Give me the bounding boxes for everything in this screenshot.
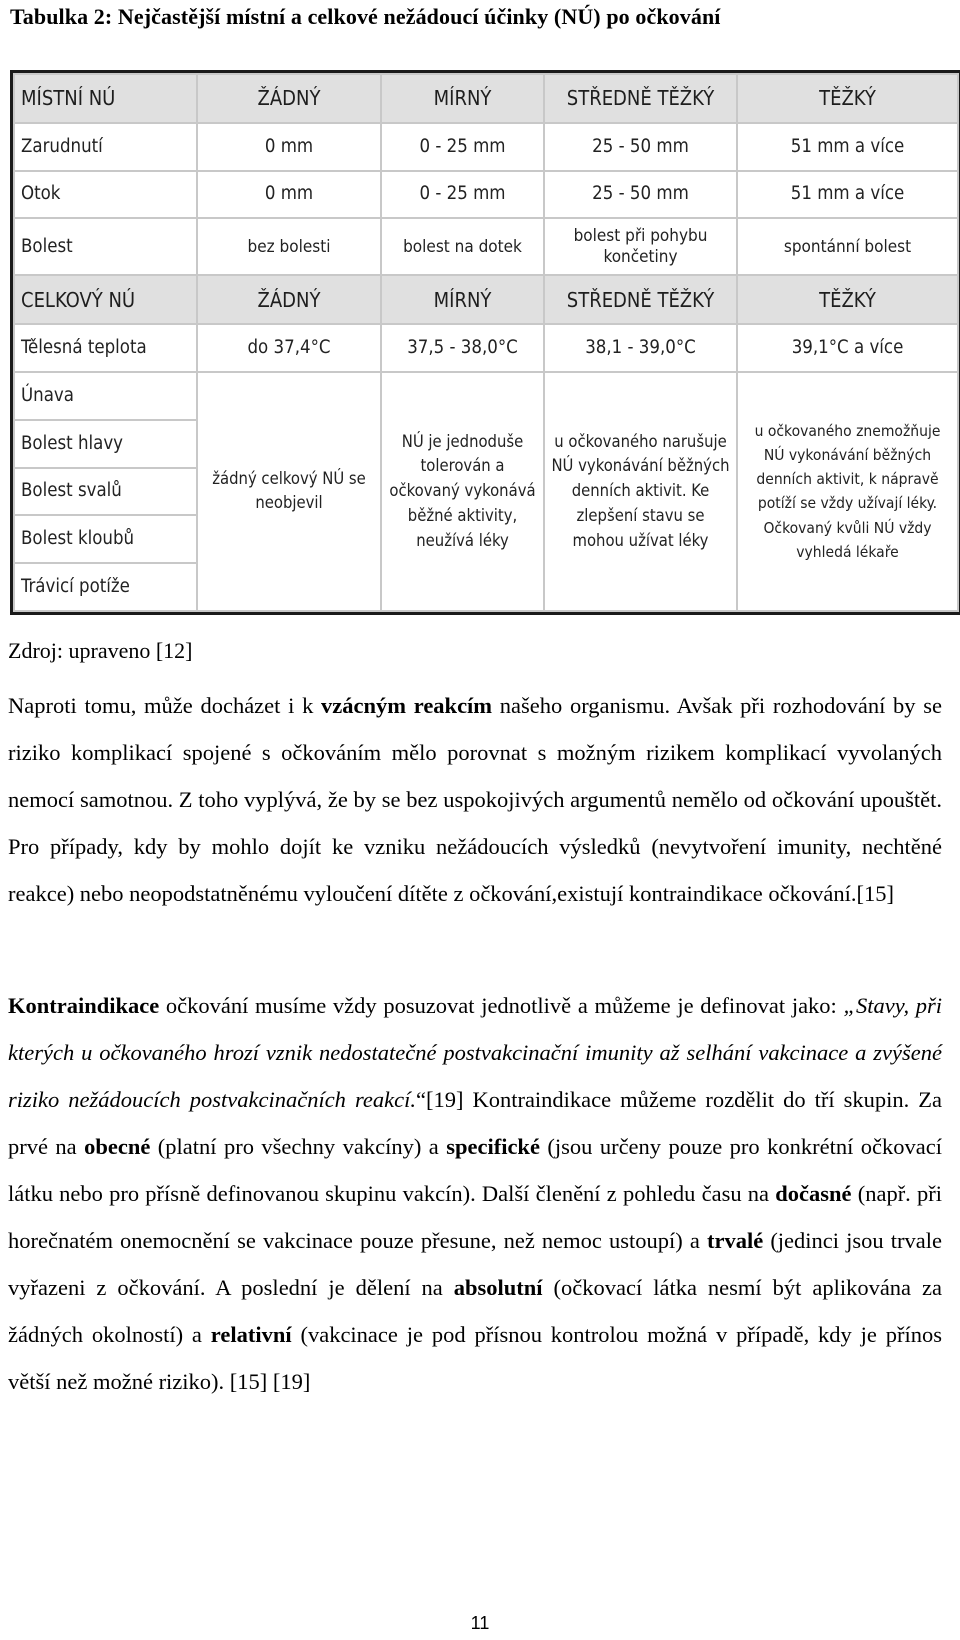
table-cell: u očkovaného narušuje NÚ vykonávání běžných denních aktivit. Ke zlepšení stavu se mohou užívat léky bbox=[544, 372, 737, 611]
table-cell: 37,5 - 38,0°C bbox=[381, 324, 544, 372]
bold-term: trvalé bbox=[706, 1228, 764, 1253]
table-cell: 0 - 25 mm bbox=[381, 171, 544, 219]
bold-term: relativní bbox=[210, 1322, 292, 1347]
header-cell: MÍRNÝ bbox=[381, 275, 544, 324]
table-cell: 0 - 25 mm bbox=[381, 123, 544, 171]
general-header-row bbox=[14, 275, 958, 324]
adverse-effects-table-frame bbox=[10, 70, 960, 615]
table-row bbox=[14, 324, 958, 372]
header-cell: ŽÁDNÝ bbox=[197, 74, 381, 123]
header-cell: ŽÁDNÝ bbox=[197, 275, 381, 324]
table-caption: Tabulka 2: Nejčastější místní a celkové nežádoucí účinky (NÚ) po očkování bbox=[10, 4, 721, 29]
bold-term: absolutní bbox=[453, 1275, 543, 1300]
header-cell: MÍRNÝ bbox=[381, 74, 544, 123]
row-label: Bolest bbox=[14, 218, 197, 275]
text-run: (očkovací látka nesmí být aplikována za žádných okolností) a bbox=[8, 1275, 942, 1347]
quote-definition: „Stavy, při kterých u očkovaného hrozí vznik nedostatečné postvakcinační imunity až selhání vakcinace a zvýšené riziko nežádoucích postvakcinačních reakcí. bbox=[8, 993, 942, 1112]
table-row bbox=[14, 218, 958, 275]
row-label: Bolest kloubů bbox=[14, 515, 197, 563]
table-cell: 25 - 50 mm bbox=[544, 123, 737, 171]
header-cell: CELKOVÝ NÚ bbox=[14, 275, 197, 324]
text-run: Naproti tomu, může docházet i k bbox=[8, 693, 322, 718]
table-cell: 25 - 50 mm bbox=[544, 171, 737, 219]
table-cell: bolest při pohybu končetiny bbox=[544, 218, 737, 275]
table-cell: NÚ je jednoduše tolerován a očkovaný vykonává běžné aktivity, neužívá léky bbox=[381, 372, 544, 611]
table-cell: bez bolesti bbox=[197, 218, 381, 275]
table-cell: 51 mm a více bbox=[737, 123, 958, 171]
paragraph-rare-reactions bbox=[8, 682, 942, 917]
bold-term: specifické bbox=[446, 1134, 540, 1159]
bold-term: vzácným reakcím bbox=[321, 693, 493, 718]
row-label: Otok bbox=[14, 171, 197, 219]
row-label: Trávicí potíže bbox=[14, 563, 197, 611]
bold-term: Kontraindikace bbox=[8, 993, 160, 1018]
table-cell: 38,1 - 39,0°C bbox=[544, 324, 737, 372]
text-run: (jsou určeny pouze pro konkrétní očkovací látku nebo pro přísně definovanou skupinu vakcín). Další členění z pohledu času na bbox=[8, 1134, 942, 1206]
header-cell: TĚŽKÝ bbox=[737, 74, 958, 123]
text-run: (jedinci jsou trvale vyřazeni z očkování. A poslední je dělení na bbox=[8, 1228, 942, 1300]
row-label: Bolest svalů bbox=[14, 468, 197, 516]
table-cell: 39,1°C a více bbox=[737, 324, 958, 372]
adverse-effects-table bbox=[13, 73, 959, 612]
table-cell: do 37,4°C bbox=[197, 324, 381, 372]
row-label: Únava bbox=[14, 372, 197, 420]
table-cell: u očkovaného znemožňuje NÚ vykonávání běžných denních aktivit, k nápravě potíží se vždy užívají léky. Očkovaný kvůli NÚ vždy vyhledá lékaře bbox=[737, 372, 958, 611]
table-cell: 0 mm bbox=[197, 123, 381, 171]
row-label: Tělesná teplota bbox=[14, 324, 197, 372]
local-header-row bbox=[14, 74, 958, 123]
text-run: “[19] Kontraindikace můžeme rozdělit do tří skupin. Za prvé na bbox=[8, 1087, 943, 1159]
text-run: (např. při horečnatém onemocnění se vakcinace pouze přesune, než nemoc ustoupí) a bbox=[8, 1181, 943, 1253]
text-run: našeho organismu. Avšak při rozhodování by se riziko komplikací spojené s očkováním mělo porovnat s možným rizikem komplikací vyvolaných nemocí samotnou. Z toho vyplývá, že by se bez uspokojivých argumentů nemělo od očkování upouštět. Pro případy, kdy by mohlo dojít ke vzniku nežádoucích výsledků (nevytvoření imunity, nechtěné reakce) nebo neopodstatněnému vyloučení dítěte z očkování,existují kontraindikace očkování.[15] bbox=[8, 693, 942, 906]
table-row bbox=[14, 123, 958, 171]
text-run: očkování musíme vždy posuzovat jednotlivě a můžeme je definovat jako: bbox=[159, 993, 844, 1018]
table-cell: spontánní bolest bbox=[737, 218, 958, 275]
table-cell: žádný celkový NÚ se neobjevil bbox=[197, 372, 381, 611]
header-cell: STŘEDNĚ TĚŽKÝ bbox=[544, 74, 737, 123]
bold-term: dočasné bbox=[775, 1181, 852, 1206]
page-number: 11 bbox=[470, 1613, 490, 1633]
source-note: Zdroj: upraveno [12] bbox=[8, 638, 193, 663]
text-run: (vakcinace je pod přísnou kontrolou možná v případě, kdy je přínos větší než možné riziko). [15] [19] bbox=[8, 1322, 943, 1394]
table-cell: 0 mm bbox=[197, 171, 381, 219]
table-row bbox=[14, 171, 958, 219]
row-label: Zarudnutí bbox=[14, 123, 197, 171]
bold-term: obecné bbox=[84, 1134, 151, 1159]
text-run: (platní pro všechny vakcíny) a bbox=[150, 1134, 447, 1159]
paragraph-contraindications bbox=[8, 982, 942, 1405]
header-cell: STŘEDNĚ TĚŽKÝ bbox=[544, 275, 737, 324]
header-cell: TĚŽKÝ bbox=[737, 275, 958, 324]
table-cell: 51 mm a více bbox=[737, 171, 958, 219]
table-cell: bolest na dotek bbox=[381, 218, 544, 275]
header-cell: MÍSTNÍ NÚ bbox=[14, 74, 197, 123]
row-label: Bolest hlavy bbox=[14, 420, 197, 468]
table-row bbox=[14, 372, 958, 420]
